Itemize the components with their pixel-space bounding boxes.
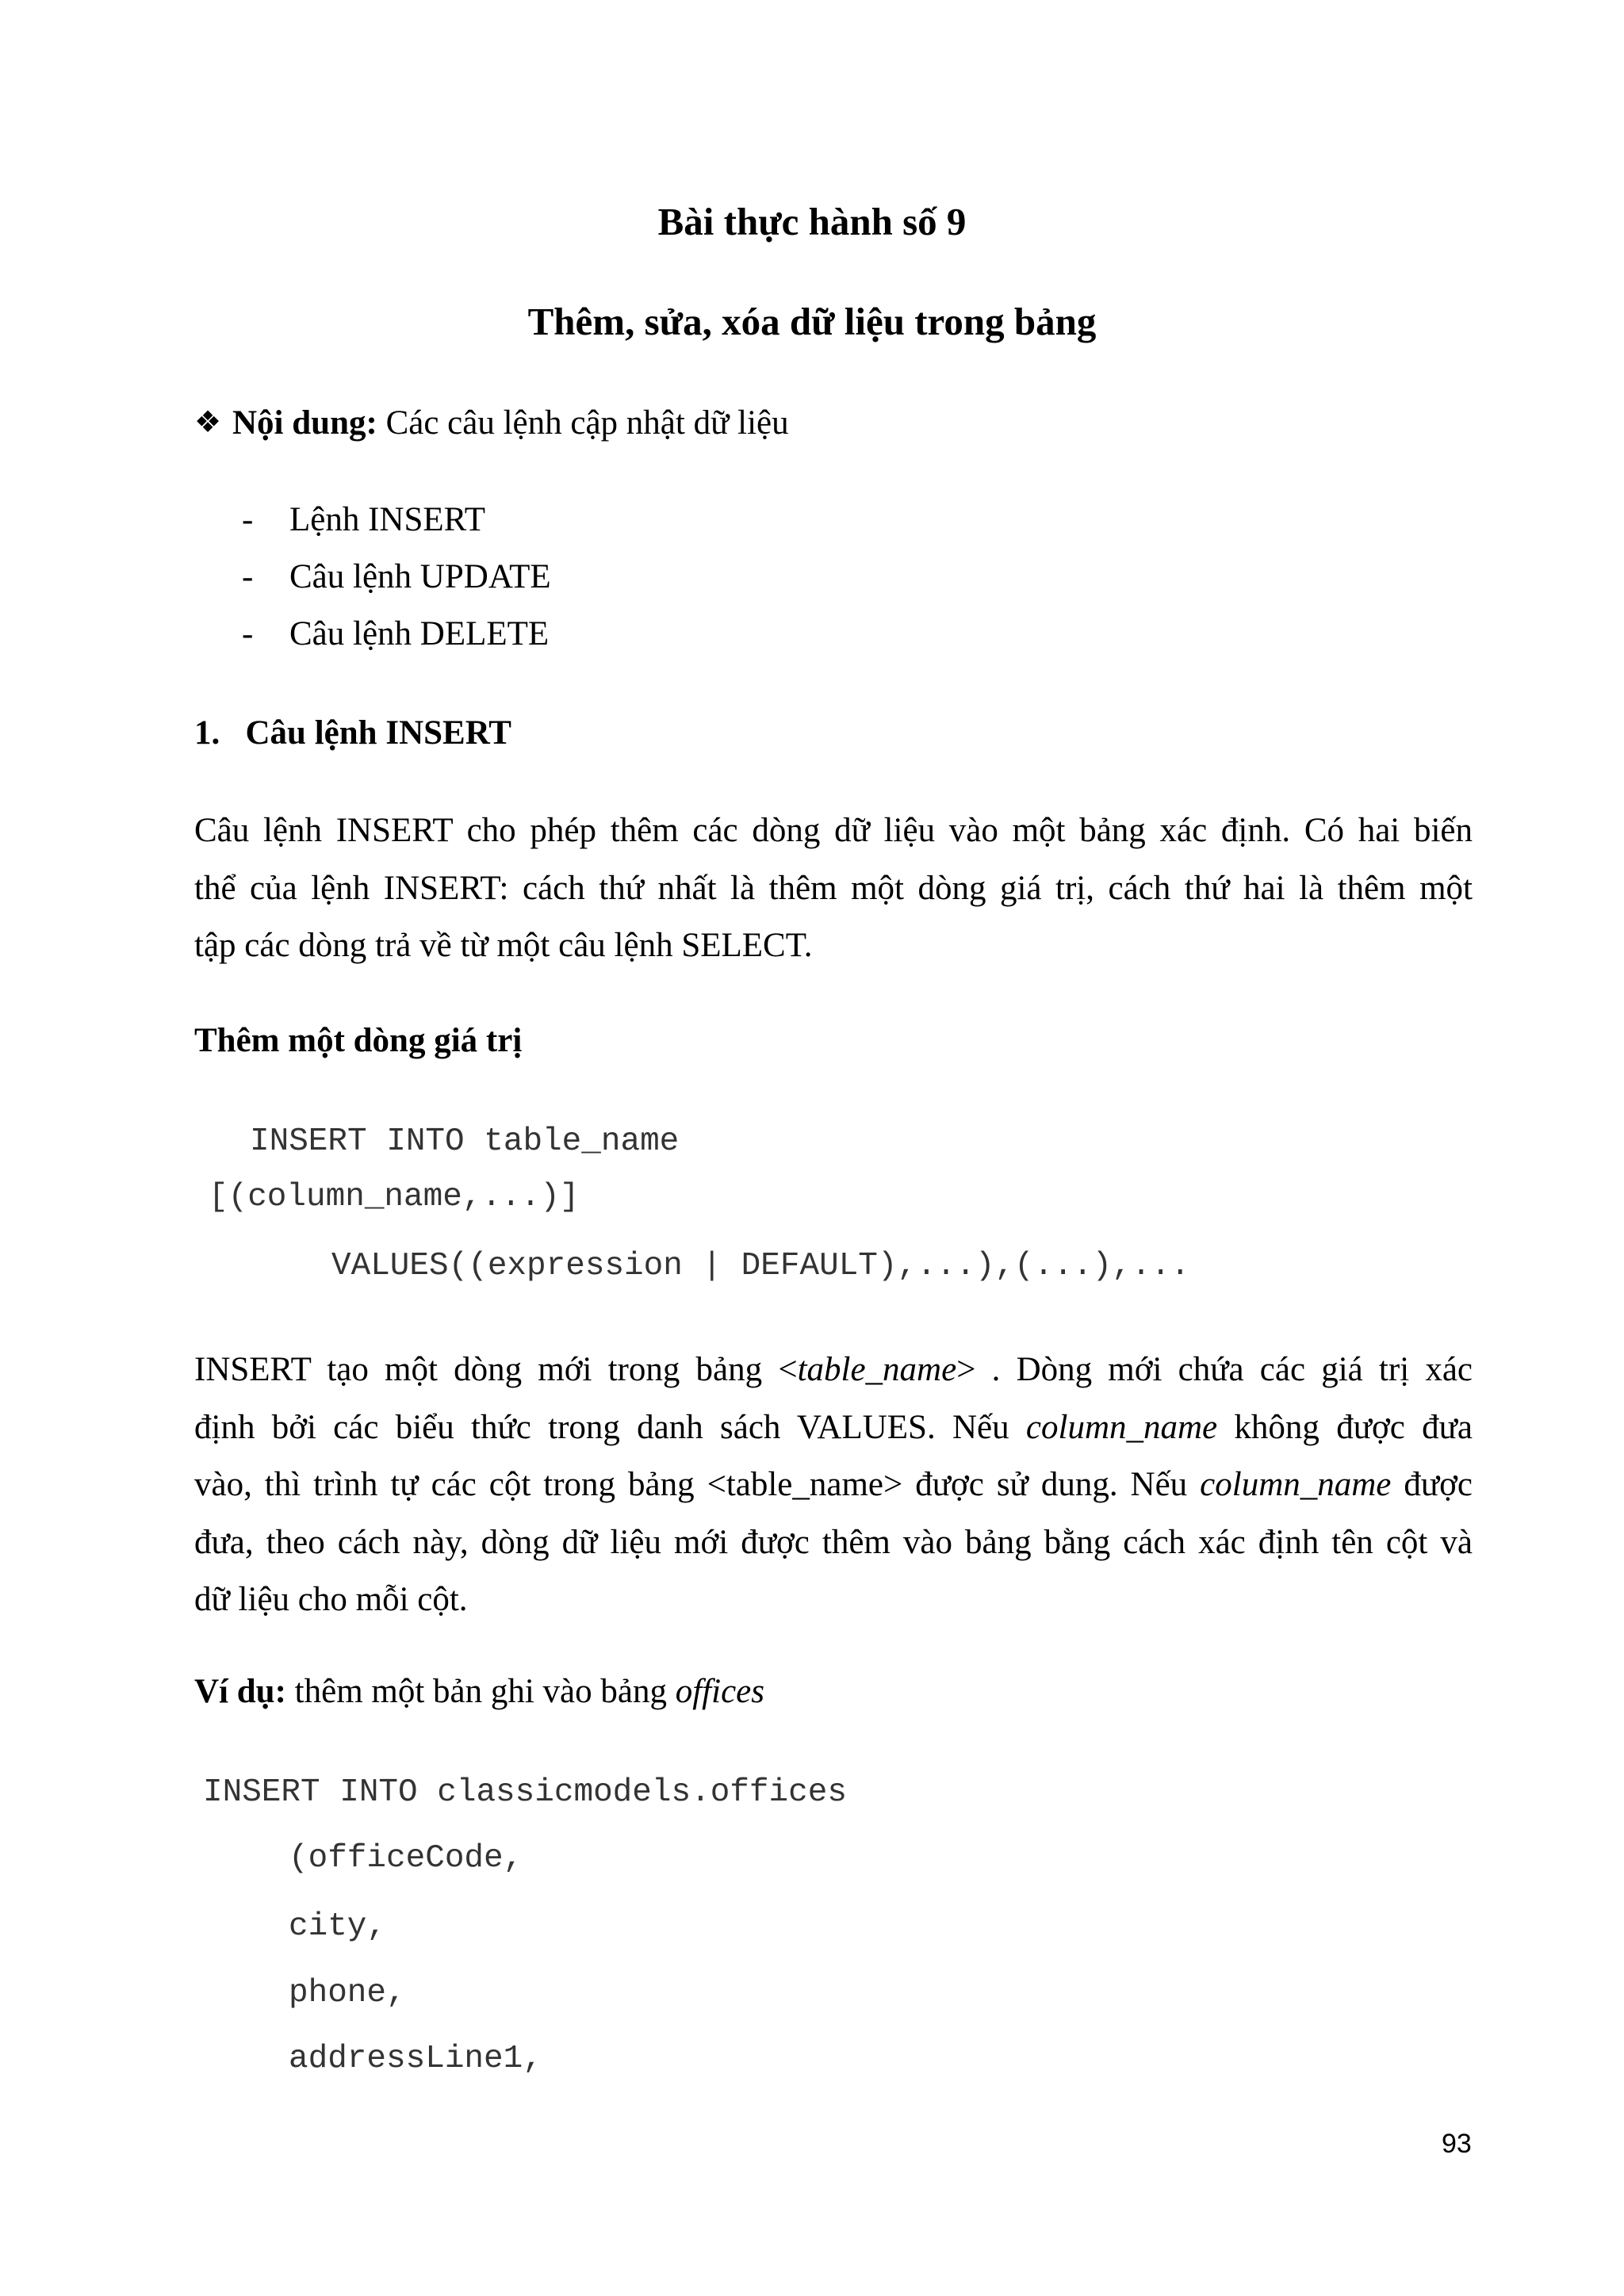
- content-line: [194, 400, 789, 446]
- page-number: 93: [1442, 2129, 1472, 2159]
- subheading: Thêm một dòng giá trị: [194, 1022, 523, 1059]
- example-table: offices: [675, 1673, 764, 1710]
- list-item: - Câu lệnh DELETE: [242, 615, 550, 652]
- page-title: Bài thực hành số 9: [657, 200, 967, 243]
- syntax-line: [(column_name,...)]: [209, 1179, 580, 1215]
- example-label: Ví dụ:: [194, 1673, 286, 1710]
- section-heading: 1. Câu lệnh INSERT: [194, 714, 511, 752]
- list-item: - Lệnh INSERT: [242, 501, 486, 538]
- list-item: - Câu lệnh UPDATE: [242, 558, 551, 595]
- content-text: Các câu lệnh cập nhật dữ liệu: [385, 404, 789, 442]
- code-line: (officeCode,: [289, 1840, 523, 1877]
- intro-paragraph: Câu lệnh INSERT cho phép thêm các dòng dữ liệu vào một bảng xác định. Có hai biến thể của lệnh INSERT: cách thứ nhất là thêm một dòng giá trị, cách thứ hai là thêm một tập các dòng trả về từ một câu lệnh SELECT.: [194, 812, 1473, 964]
- code-line: INSERT INTO classicmodels.offices: [203, 1774, 847, 1811]
- diamond-bullet-icon: ❖: [194, 406, 222, 439]
- code-line: addressLine1,: [289, 2041, 542, 2077]
- syntax-line: VALUES((expression | DEFAULT),...),(...),...: [331, 1248, 1190, 1284]
- syntax-line: INSERT INTO table_name: [250, 1123, 680, 1160]
- code-line: city,: [289, 1908, 387, 1945]
- explain-paragraph: INSERT tạo một dòng mới trong bảng <table_name> . Dòng mới chứa các giá trị xác định bởi các biểu thức trong danh sách VALUES. Nếu column_name không được đưa vào, thì trình tự các cột trong bảng <table_name> được sử dung. Nếu column_name được đưa, theo cách này, dòng dữ liệu mới được thêm vào bảng bằng cách xác định tên cột và dữ liệu cho mỗi cột.: [194, 1351, 1473, 1618]
- content-label: Nội dung:: [232, 404, 377, 442]
- page-subtitle: Thêm, sửa, xóa dữ liệu trong bảng: [527, 300, 1097, 343]
- code-line: phone,: [289, 1975, 406, 2011]
- example-line: Ví dụ: thêm một bản ghi vào bảng offices: [194, 1673, 764, 1710]
